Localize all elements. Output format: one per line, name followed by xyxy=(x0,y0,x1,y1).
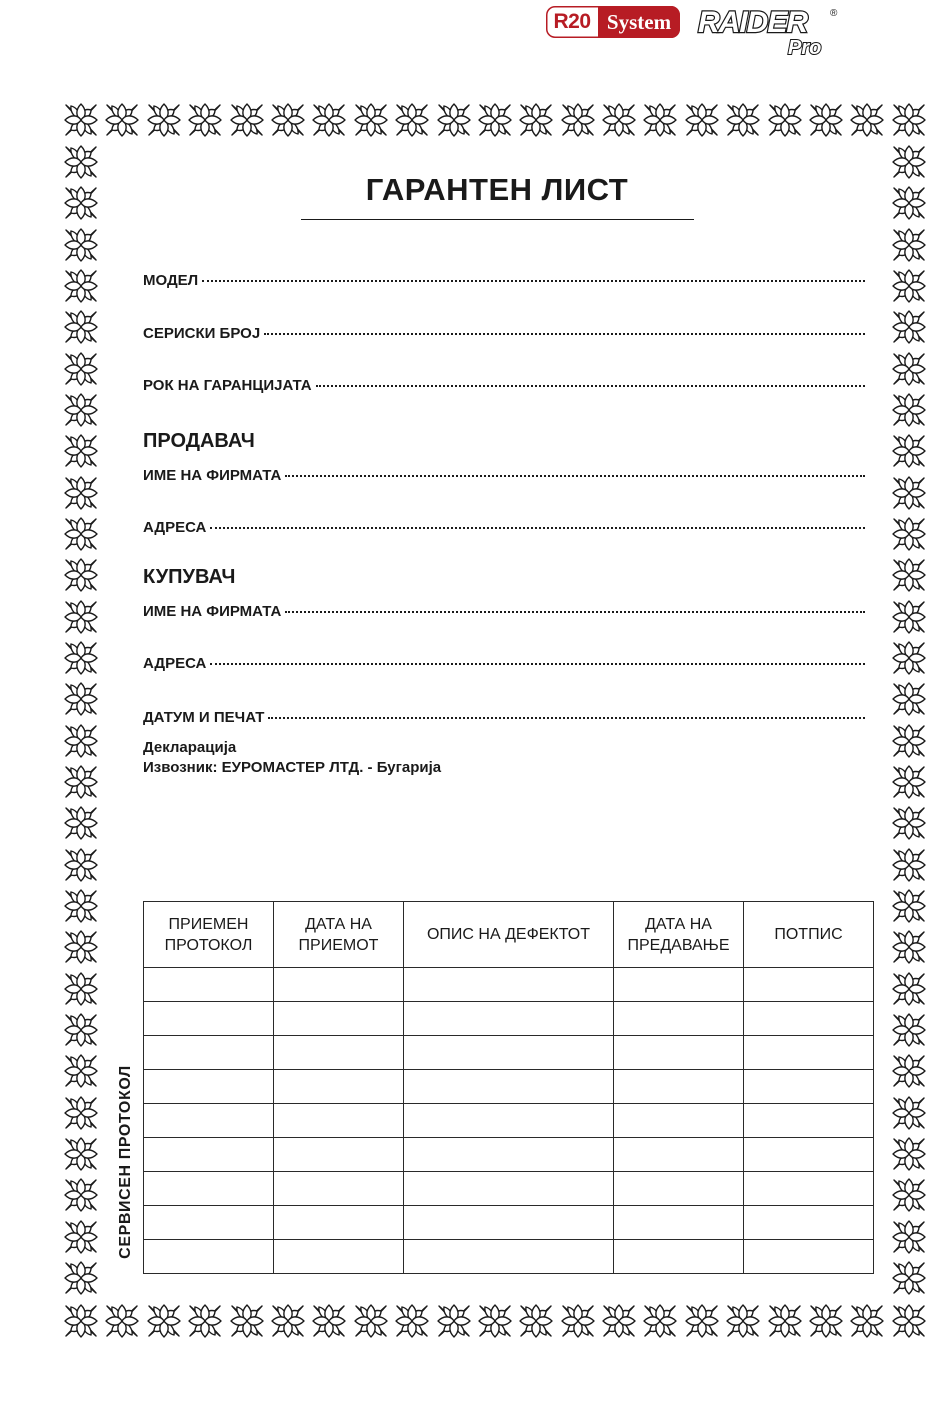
ornament-tile xyxy=(807,1302,845,1340)
seller-address-dotted-line xyxy=(210,526,865,529)
table-cell xyxy=(614,1104,744,1138)
ornament-tile xyxy=(103,1302,141,1340)
ornament-tile xyxy=(890,308,928,346)
ornament-border-top xyxy=(62,101,928,139)
service-protocol-table xyxy=(143,901,874,1274)
ornament-tile xyxy=(435,1302,473,1340)
table-cell xyxy=(614,1172,744,1206)
ornament-tile xyxy=(62,226,100,264)
ornament-tile xyxy=(890,970,928,1008)
ornament-tile xyxy=(352,1302,390,1340)
ornament-tile xyxy=(62,1218,100,1256)
serial-label: СЕРИСКИ БРОЈ xyxy=(143,325,261,342)
ornament-tile xyxy=(186,1302,224,1340)
declaration-block xyxy=(143,738,441,778)
table-cell xyxy=(404,1036,614,1070)
table-row xyxy=(144,1138,874,1172)
seller-address-field xyxy=(143,519,865,536)
table-cell xyxy=(614,1138,744,1172)
ornament-tile xyxy=(269,101,307,139)
table-cell xyxy=(404,1172,614,1206)
table-header-row xyxy=(144,902,874,968)
r20-logo-text: R20 xyxy=(553,10,591,33)
ornament-tile xyxy=(890,1052,928,1090)
ornament-tile xyxy=(352,101,390,139)
table-cell xyxy=(404,1138,614,1172)
table-cell xyxy=(144,1036,274,1070)
ornament-tile xyxy=(393,101,431,139)
ornament-tile xyxy=(641,101,679,139)
ornament-tile xyxy=(62,143,100,181)
ornament-border-left xyxy=(62,143,100,1297)
ornament-tile xyxy=(724,101,762,139)
ornament-tile xyxy=(62,101,100,139)
ornament-tile xyxy=(559,101,597,139)
ornament-tile xyxy=(890,101,928,139)
date-stamp-field xyxy=(143,709,865,726)
ornament-tile xyxy=(890,928,928,966)
table-cell xyxy=(744,1172,874,1206)
ornament-tile xyxy=(890,391,928,429)
ornament-tile xyxy=(62,474,100,512)
ornament-tile xyxy=(62,887,100,925)
table-cell xyxy=(274,1172,404,1206)
ornament-tile xyxy=(890,1218,928,1256)
table-cell xyxy=(144,1104,274,1138)
ornament-tile xyxy=(807,101,845,139)
table-row xyxy=(144,1002,874,1036)
ornament-tile xyxy=(890,515,928,553)
ornament-tile xyxy=(476,101,514,139)
ornament-tile xyxy=(62,680,100,718)
col-handover-date: ДАТА НА ПРЕДАВАЊЕ xyxy=(614,902,744,968)
table-cell xyxy=(404,1240,614,1274)
table-cell xyxy=(274,1036,404,1070)
table-cell xyxy=(744,1036,874,1070)
ornament-tile xyxy=(848,1302,886,1340)
table-cell xyxy=(144,1070,274,1104)
ornament-tile xyxy=(62,515,100,553)
title-underline xyxy=(301,219,694,220)
ornament-tile xyxy=(600,1302,638,1340)
ornament-tile xyxy=(435,101,473,139)
ornament-tile xyxy=(393,1302,431,1340)
ornament-tile xyxy=(62,1052,100,1090)
ornament-tile xyxy=(890,763,928,801)
declaration-title: Декларација xyxy=(143,739,237,756)
ornament-tile xyxy=(62,350,100,388)
ornament-tile xyxy=(145,1302,183,1340)
pro-logo-text: Pro xyxy=(788,37,822,59)
table-row xyxy=(144,1104,874,1138)
ornament-tile xyxy=(145,101,183,139)
table-cell xyxy=(614,1070,744,1104)
ornament-tile xyxy=(683,101,721,139)
ornament-tile xyxy=(890,350,928,388)
serial-field xyxy=(143,325,865,342)
ornament-tile xyxy=(62,928,100,966)
seller-heading: ПРОДАВАЧ xyxy=(143,430,255,452)
ornament-tile xyxy=(559,1302,597,1340)
table-cell xyxy=(614,1240,744,1274)
table-cell xyxy=(404,1002,614,1036)
ornament-tile xyxy=(890,846,928,884)
table-cell xyxy=(744,1070,874,1104)
table-cell xyxy=(744,1240,874,1274)
table-cell xyxy=(614,1036,744,1070)
buyer-address-dotted-line xyxy=(210,662,865,665)
ornament-tile xyxy=(476,1302,514,1340)
warranty-period-label: РОК НА ГАРАНЦИЈАТА xyxy=(143,377,312,394)
buyer-heading: КУПУВАЧ xyxy=(143,566,236,588)
col-defect-description: ОПИС НА ДЕФЕКТОТ xyxy=(404,902,614,968)
col-received-protocol: ПРИЕМЕН ПРОТОКОЛ xyxy=(144,902,274,968)
buyer-address-label: АДРЕСА xyxy=(143,655,207,672)
ornament-tile xyxy=(62,722,100,760)
table-cell xyxy=(144,968,274,1002)
ornament-tile xyxy=(62,1176,100,1214)
ornament-tile xyxy=(890,226,928,264)
model-field xyxy=(143,272,865,289)
ornament-border-bottom xyxy=(62,1302,928,1340)
table-cell xyxy=(144,1206,274,1240)
ornament-tile xyxy=(848,101,886,139)
page-title: ГАРАНТЕН ЛИСТ xyxy=(365,172,629,207)
table-cell xyxy=(744,968,874,1002)
ornament-tile xyxy=(62,1302,100,1340)
ornament-tile xyxy=(890,1302,928,1340)
ornament-tile xyxy=(186,101,224,139)
ornament-tile xyxy=(766,101,804,139)
ornament-tile xyxy=(890,804,928,842)
ornament-tile xyxy=(62,1259,100,1297)
ornament-tile xyxy=(62,1094,100,1132)
ornament-tile xyxy=(517,1302,555,1340)
r20-system-logo xyxy=(546,6,680,38)
ornament-tile xyxy=(600,101,638,139)
table-cell xyxy=(744,1206,874,1240)
warranty-dotted-line xyxy=(316,384,865,387)
table-cell xyxy=(744,1138,874,1172)
table-cell xyxy=(274,1104,404,1138)
ornament-tile xyxy=(890,722,928,760)
ornament-tile xyxy=(62,970,100,1008)
table-cell xyxy=(744,1002,874,1036)
ornament-tile xyxy=(890,598,928,636)
table-cell xyxy=(614,1002,744,1036)
ornament-tile xyxy=(62,391,100,429)
ornament-tile xyxy=(890,1259,928,1297)
ornament-tile xyxy=(62,846,100,884)
date-stamp-dotted-line xyxy=(268,716,865,719)
ornament-tile xyxy=(890,556,928,594)
ornament-tile xyxy=(890,474,928,512)
table-cell xyxy=(404,968,614,1002)
table-cell xyxy=(144,1138,274,1172)
ornament-tile xyxy=(766,1302,804,1340)
ornament-tile xyxy=(228,1302,266,1340)
ornament-tile xyxy=(103,101,141,139)
buyer-company-field xyxy=(143,603,865,620)
table-row xyxy=(144,1240,874,1274)
table-row xyxy=(144,1172,874,1206)
ornament-tile xyxy=(890,1011,928,1049)
table-row xyxy=(144,1070,874,1104)
seller-address-label: АДРЕСА xyxy=(143,519,207,536)
table-cell xyxy=(404,1104,614,1138)
ornament-tile xyxy=(890,267,928,305)
ornament-tile xyxy=(517,101,555,139)
ornament-tile xyxy=(62,1011,100,1049)
registered-mark: ® xyxy=(830,8,838,19)
table-row xyxy=(144,1206,874,1240)
table-cell xyxy=(614,968,744,1002)
ornament-tile xyxy=(310,1302,348,1340)
table-cell xyxy=(144,1240,274,1274)
ornament-tile xyxy=(62,763,100,801)
ornament-border-right xyxy=(890,143,928,1297)
ornament-tile xyxy=(890,143,928,181)
ornament-tile xyxy=(890,680,928,718)
ornament-tile xyxy=(62,556,100,594)
serial-dotted-line xyxy=(264,332,865,335)
model-dotted-line xyxy=(202,279,865,282)
ornament-tile xyxy=(62,639,100,677)
table-cell xyxy=(274,1002,404,1036)
table-cell xyxy=(274,1138,404,1172)
warranty-period-field xyxy=(143,377,865,394)
ornament-tile xyxy=(62,267,100,305)
system-logo-text: System xyxy=(598,6,680,38)
exporter-line: Извозник: ЕУРОМАСТЕР ЛТД. - Бугарија xyxy=(143,759,442,776)
table-cell xyxy=(274,1240,404,1274)
seller-company-label: ИМЕ НА ФИРМАТА xyxy=(143,467,282,484)
table-cell xyxy=(144,1002,274,1036)
ornament-tile xyxy=(62,804,100,842)
buyer-address-field xyxy=(143,655,865,672)
ornament-tile xyxy=(269,1302,307,1340)
ornament-tile xyxy=(310,101,348,139)
ornament-tile xyxy=(62,308,100,346)
ornament-tile xyxy=(890,432,928,470)
ornament-tile xyxy=(724,1302,762,1340)
ornament-tile xyxy=(62,598,100,636)
ornament-tile xyxy=(228,101,266,139)
buyer-company-label: ИМЕ НА ФИРМАТА xyxy=(143,603,282,620)
model-label: МОДЕЛ xyxy=(143,272,199,289)
table-cell xyxy=(404,1070,614,1104)
table-cell xyxy=(744,1104,874,1138)
col-signature: ПОТПИС xyxy=(744,902,874,968)
raider-pro-logo xyxy=(696,4,846,60)
ornament-tile xyxy=(62,1135,100,1173)
ornament-tile xyxy=(890,1094,928,1132)
table-cell xyxy=(614,1206,744,1240)
ornament-tile xyxy=(890,887,928,925)
ornament-tile xyxy=(890,1135,928,1173)
col-receipt-date: ДАТА НА ПРИЕМОТ xyxy=(274,902,404,968)
ornament-tile xyxy=(683,1302,721,1340)
buyer-company-dotted-line xyxy=(285,610,865,613)
table-row xyxy=(144,968,874,1002)
ornament-tile xyxy=(641,1302,679,1340)
table-row xyxy=(144,1036,874,1070)
table-cell xyxy=(404,1206,614,1240)
ornament-tile xyxy=(890,184,928,222)
seller-company-dotted-line xyxy=(285,474,865,477)
table-cell xyxy=(274,1206,404,1240)
ornament-tile xyxy=(890,1176,928,1214)
ornament-tile xyxy=(62,184,100,222)
table-cell xyxy=(274,1070,404,1104)
raider-logo-text: RAIDER xyxy=(698,6,808,39)
table-cell xyxy=(144,1172,274,1206)
date-stamp-label: ДАТУМ И ПЕЧАТ xyxy=(143,709,265,726)
seller-company-field xyxy=(143,467,865,484)
table-cell xyxy=(274,968,404,1002)
ornament-tile xyxy=(62,432,100,470)
ornament-tile xyxy=(890,639,928,677)
